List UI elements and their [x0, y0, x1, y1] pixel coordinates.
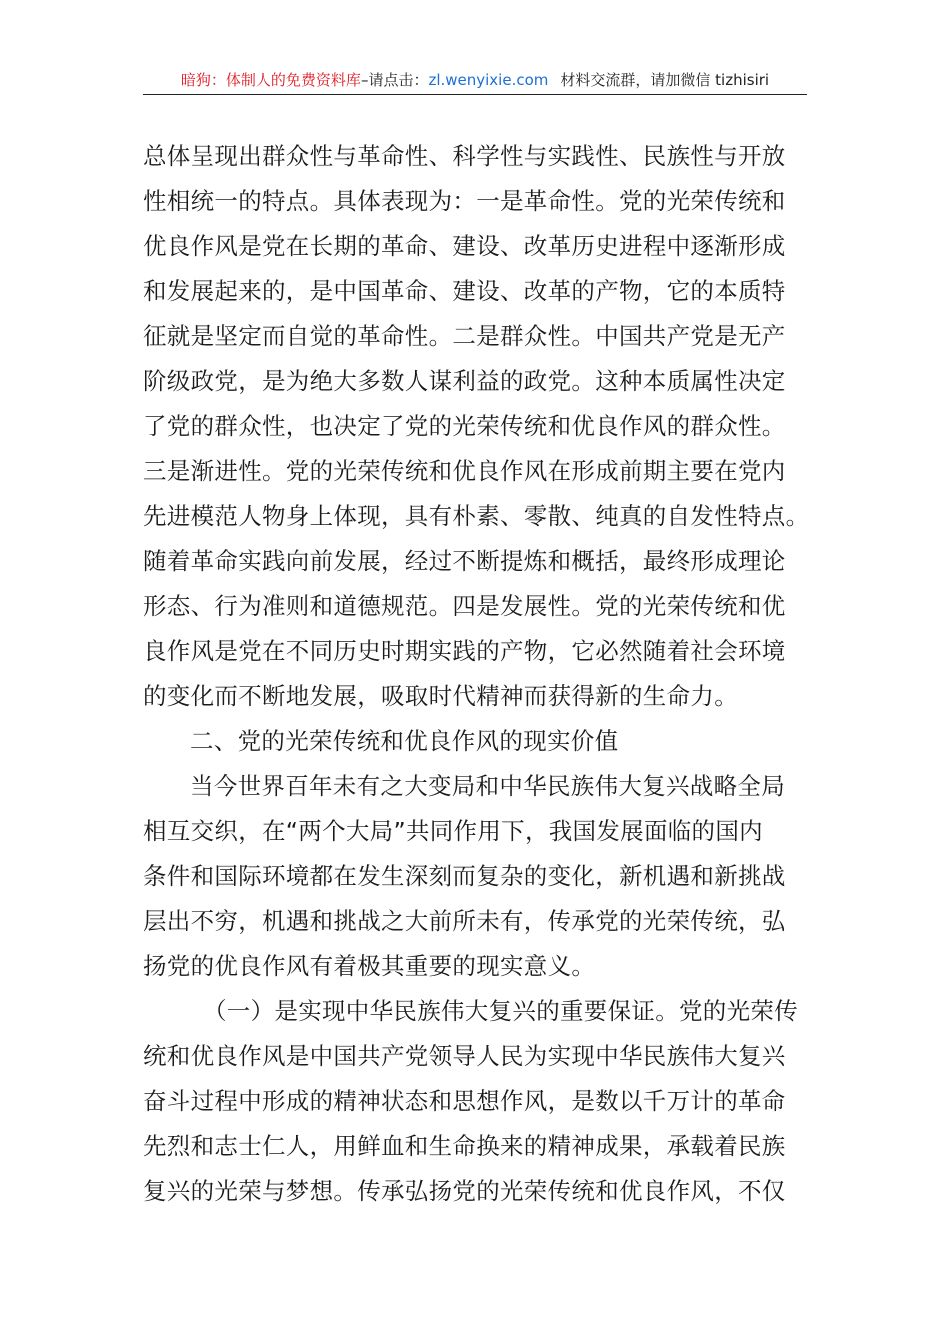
text-line: 扬党的优良作风有着极其重要的现实意义。 — [143, 952, 596, 980]
text-line: 层出不穷，机遇和挑战之大前所未有，传承党的光荣传统，弘 — [143, 907, 786, 935]
paragraph-start: 当今世界百年未有之大变局和中华民族伟大复兴战略全局 — [190, 772, 785, 800]
header-link[interactable]: zl.wenyixie.com — [428, 71, 549, 89]
text-line: 三是渐进性。党的光荣传统和优良作风在形成前期主要在党内 — [143, 457, 786, 485]
text-line: 的变化而不断地发展，吸取时代精神而获得新的生命力。 — [143, 682, 738, 710]
section-heading: 二、党的光荣传统和优良作风的现实价值 — [190, 727, 619, 755]
text-line: 征就是坚定而自觉的革命性。二是群众性。中国共产党是无产 — [143, 322, 786, 350]
header-brand: 暗狗：体制人的免费资料库 — [180, 71, 361, 89]
text-line: 和发展起来的，是中国革命、建设、改革的产物，它的本质特 — [143, 277, 786, 305]
text-line: 统和优良作风是中国共产党领导人民为实现中华民族伟大复兴 — [143, 1042, 786, 1070]
text-line: 随着革命实践向前发展，经过不断提炼和概括，最终形成理论 — [143, 547, 786, 575]
header-click-prompt: –请点击： — [360, 71, 429, 89]
text-line: 形态、行为准则和道德规范。四是发展性。党的光荣传统和优 — [143, 592, 786, 620]
page-header — [143, 66, 807, 95]
text-line: 阶级政党，是为绝大多数人谋利益的政党。这种本质属性决定 — [143, 367, 786, 395]
text-line: 奋斗过程中形成的精神状态和思想作风，是数以千万计的革命 — [143, 1087, 786, 1115]
header-group-note: 材料交流群，请加微信 tizhisiri — [560, 71, 770, 89]
text-line: 优良作风是党在长期的革命、建设、改革历史进程中逐渐形成 — [143, 232, 786, 260]
subsection-heading: （一）是实现中华民族伟大复兴的重要保证。党的光荣传 — [203, 997, 798, 1025]
text-line: 条件和国际环境都在发生深刻而复杂的变化，新机遇和新挑战 — [143, 862, 786, 890]
text-line: 复兴的光荣与梦想。传承弘扬党的光荣传统和优良作风，不仅 — [143, 1177, 786, 1205]
text-line: 先烈和志士仁人，用鲜血和生命换来的精神成果，承载着民族 — [143, 1132, 786, 1160]
document-body — [143, 134, 813, 1214]
text-line: 总体呈现出群众性与革命性、科学性与实践性、民族性与开放 — [143, 142, 786, 170]
text-line: 性相统一的特点。具体表现为：一是革命性。党的光荣传统和 — [143, 187, 786, 215]
text-line: 良作风是党在不同历史时期实践的产物，它必然随着社会环境 — [143, 637, 786, 665]
text-line: 相互交织，在“两个大局”共同作用下，我国发展面临的国内 — [143, 817, 763, 845]
text-line: 先进模范人物身上体现，具有朴素、零散、纯真的自发性特点。 — [143, 502, 810, 530]
text-line: 了党的群众性，也决定了党的光荣传统和优良作风的群众性。 — [143, 412, 786, 440]
